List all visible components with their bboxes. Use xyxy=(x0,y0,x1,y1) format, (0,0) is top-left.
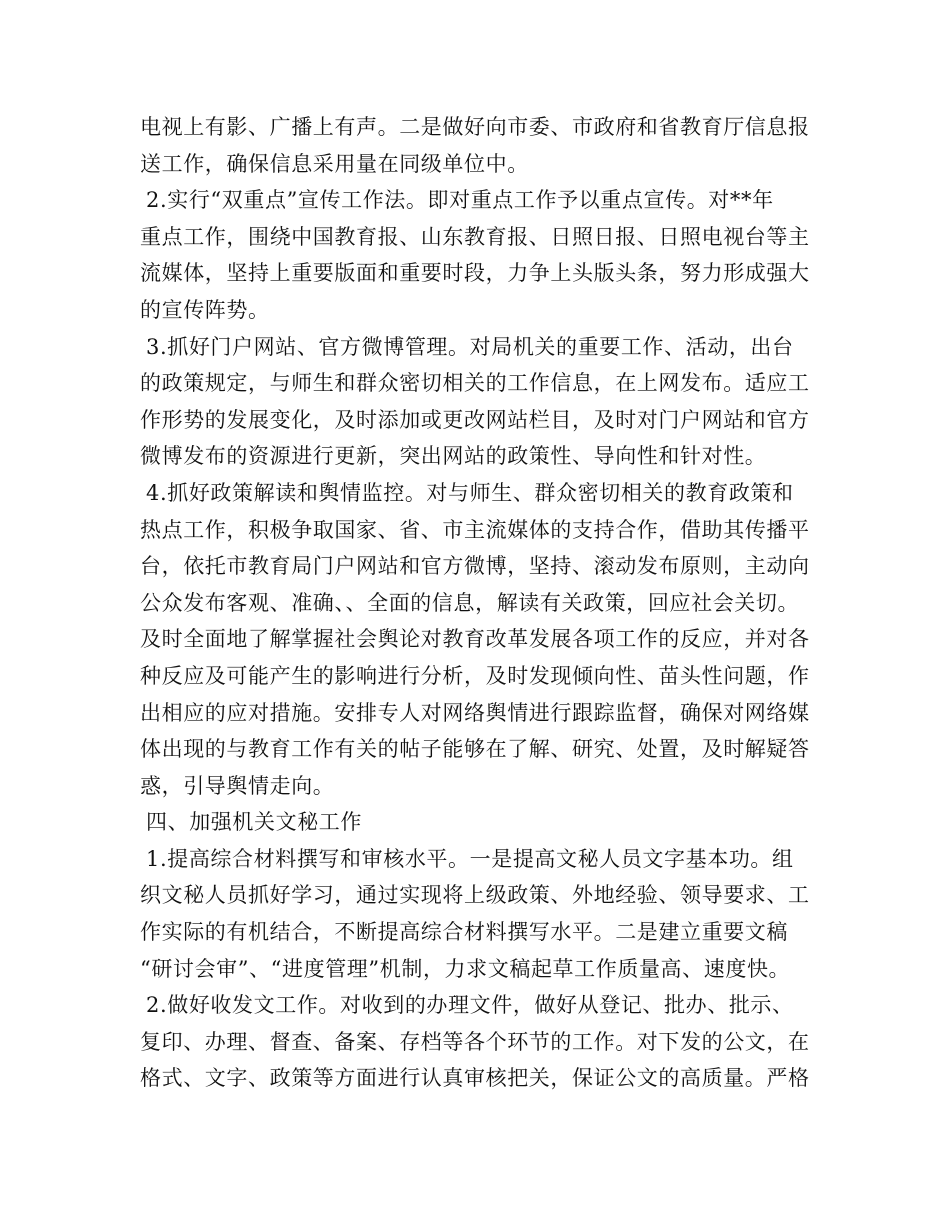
text-line: 作形势的发展变化，及时添加或更改网站栏目，及时对门户网站和官方 xyxy=(140,407,810,432)
text-line: 格式、文字、政策等方面进行认真审核把关，保证公文的高质量。严格 xyxy=(140,1066,810,1091)
text-line: 台，依托市教育局门户网站和官方微博，坚持、滚动发布原则，主动向 xyxy=(140,554,810,579)
text-line: 1.提高综合材料撰写和审核水平。一是提高文秘人员文字基本功。组 xyxy=(146,846,794,871)
text-line: 复印、办理、督查、备案、存档等各个环节的工作。对下发的公文，在 xyxy=(140,1029,810,1054)
text-line: 及时全面地了解掌握社会舆论对教育改革发展各项工作的反应，并对各 xyxy=(140,627,810,652)
text-line: 出相应的应对措施。安排专人对网络舆情进行跟踪监督，确保对网络媒 xyxy=(140,700,810,725)
text-line: 电视上有影、广播上有声。二是做好向市委、市政府和省教育厅信息报 xyxy=(140,115,810,139)
text-line: 种反应及可能产生的影响进行分析，及时发现倾向性、苗头性问题，作 xyxy=(140,663,810,688)
text-line: 织文秘人员抓好学习，通过实现将上级政策、外地经验、领导要求、工 xyxy=(140,883,810,908)
text-line: 3.抓好门户网站、官方微博管理。对局机关的重要工作、活动，出台 xyxy=(146,334,794,359)
document-body xyxy=(140,109,840,1097)
text-line: 4.抓好政策解读和舆情监控。对与师生、群众密切相关的教育政策和 xyxy=(146,480,794,505)
text-line: 流媒体，坚持上重要版面和重要时段，力争上头版头条，努力形成强大 xyxy=(140,261,810,286)
text-line: 2.做好收发文工作。对收到的办理文件，做好从登记、批办、批示、 xyxy=(146,993,794,1018)
text-line: 重点工作，围绕中国教育报、山东教育报、日照日报、日照电视台等主 xyxy=(140,224,810,249)
text-line: 四、加强机关文秘工作 xyxy=(146,810,362,835)
text-line: 作实际的有机结合，不断提高综合材料撰写水平。二是建立重要文稿 xyxy=(140,920,788,945)
text-line: 体出现的与教育工作有关的帖子能够在了解、研究、处置，及时解疑答 xyxy=(140,737,810,762)
text-line: 微博发布的资源进行更新，突出网站的政策性、导向性和针对性。 xyxy=(140,444,767,469)
text-line: 送工作，确保信息采用量在同级单位中。 xyxy=(140,151,529,176)
text-line: 的政策规定，与师生和群众密切相关的工作信息，在上网发布。适应工 xyxy=(140,371,810,396)
text-line: 2.实行“双重点”宣传工作法。即对重点工作予以重点宣传。对**年 xyxy=(146,188,774,213)
text-line: 的宣传阵势。 xyxy=(140,297,270,322)
text-line: 公众发布客观、准确、、全面的信息，解读有关政策，回应社会关切。 xyxy=(140,590,800,615)
text-line: “研讨会审”、“进度管理”机制，力求文稿起草工作质量高、速度快。 xyxy=(140,956,791,981)
text-line: 惑，引导舆情走向。 xyxy=(140,773,335,798)
text-line: 热点工作，积极争取国家、省、市主流媒体的支持合作，借助其传播平 xyxy=(140,517,810,542)
